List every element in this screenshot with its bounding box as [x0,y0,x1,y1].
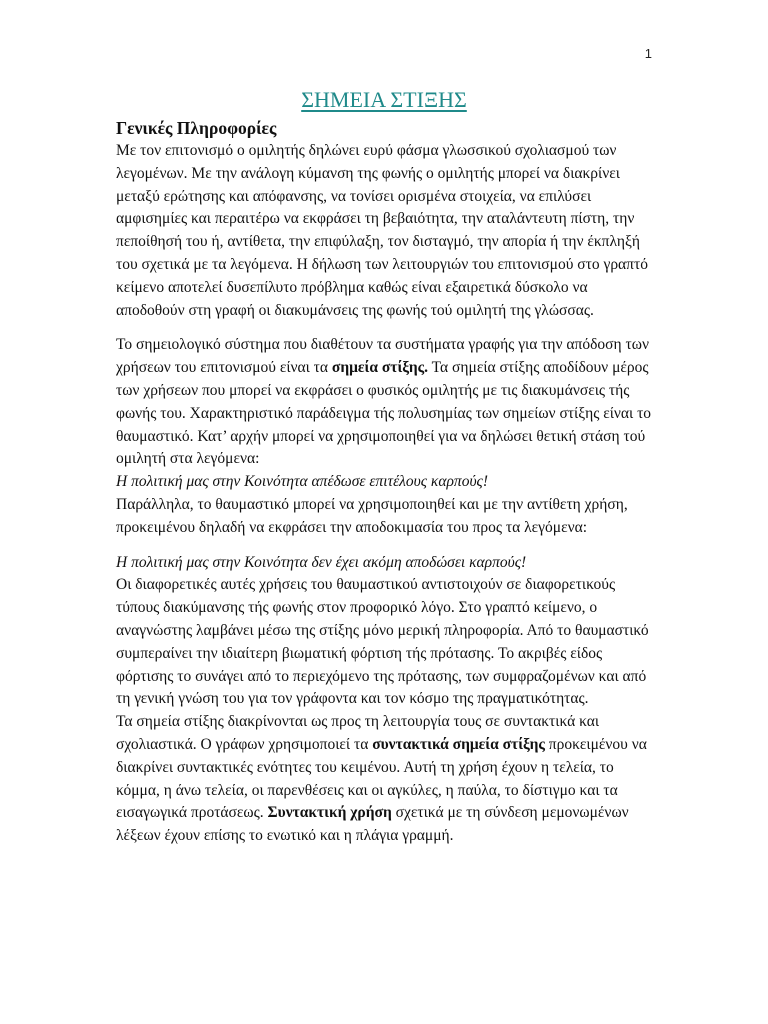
paragraph-text: Τα σημεία στίξης διακρίνονται ως προς τη λειτουργία τους σε συντακτικά και σχολιαστικά. Ο γράφων χρησιμοποιεί τα [116,713,600,753]
paragraph-text: Τα σημεία στίξης αποδίδουν μέρος των χρήσεων που μπορεί να εκφράσει ο φυσικός ομιλητής με τις διακυμάνσεις τής φωνής του. Χαρακτηριστικό παράδειγμα τής πολυσημίας των σημείων στίξης είναι το θαυμαστικό. Κατ’ αρχήν μπορεί να χρησιμοποιηθεί για να δηλώσει θετική στάση τού ομιλητή στα λεγόμενα: [116,359,652,468]
document-title: ΣΗΜΕΙΑ ΣΤΙΞΗΣ [301,87,467,112]
example-sentence-positive: Η πολιτική μας στην Κοινότητα απέδωσε επιτέλους καρπούς! [116,473,489,491]
bold-term-syntactic-use: Συντακτική χρήση [267,804,392,822]
bold-term-punctuation-marks: σημεία στίξης. [331,359,429,377]
paragraph-text: Το σημειολογικό σύστημα που διαθέτουν τα συστήματα γραφής για την απόδοση των χρήσεων του επιτονισμού είναι τα [116,336,649,377]
bold-term-syntactic-marks: συντακτικά σημεία στίξης [372,735,545,753]
paragraph-spacer [116,540,652,552]
paragraph-syntactic-marks [116,711,652,848]
document-body [116,86,652,848]
paragraph-opposite-use: Παράλληλα, το θαυμαστικό μπορεί να χρησιμοποιηθεί και με την αντίθετη χρήση, προκειμένου δηλαδή να εκφράσει την αποδοκιμασία του προς τα λεγόμενα: [116,495,628,536]
paragraph-text: σχετικά με τη σύνδεση μεμονωμένων λέξεων έχουν επίσης το ενωτικό και η πλάγια γραμμή. [116,804,629,845]
example-sentence-negative: Η πολιτική μας στην Κοινότητα δεν έχει ακόμη αποδώσει καρπούς! [116,553,527,571]
paragraph-spacer [116,322,652,334]
paragraph-text: προκειμένου να διακρίνει συντακτικές ενότητες του κειμένου. Αυτή τη χρήση έχουν η τελεία, το κόμμα, η άνω τελεία, οι παρενθέσεις και οι αγκύλες, η παύλα, το δίστιγμο και τα εισαγωγικά προτάσεως. [116,735,647,822]
paragraph-intro: Με τον επιτονισμό ο ομιλητής δηλώνει ευρύ φάσμα γλωσσικού σχολιασμού των λεγομένων. Με την ανάλογη κύμανση της φωνής ο ομιλητής μπορεί να διακρίνει μεταξύ ερώτησης και απόφανσης, να τονίσει ορισμένα στοιχεία, να επιλύσει αμφισημίες και περαιτέρω να εκφράσει τη βεβαιότητα, την αταλάντευτη πίστη, την πεποίθησή του ή, αντίθετα, την επιφύλαξη, τον δισταγμό, την απορία ή την έκπληξή του σχετικά με τα λεγόμενα. Η δήλωση των λειτουργιών του επιτονισμού στο γραπτό κείμενο αποτελεί δυσεπίλυτο πρόβλημα καθώς είναι εξαιρετικά δύσκολο να αποδοθούν στη γραφή οι διακυμάνσεις της φωνής τού ομιλητή της γλώσσας. [116,142,648,319]
section-heading: Γενικές Πληροφορίες [116,118,277,138]
page-number: 1 [644,46,652,61]
paragraph-voice-variation: Οι διαφορετικές αυτές χρήσεις του θαυμαστικού αντιστοιχούν σε διαφορετικούς τύπους διακύμανσης τής φωνής στον προφορικό λόγο. Στο γραπτό κείμενο, ο αναγνώστης λαμβάνει μέσω της στίξης μόνο μερική πληροφορία. Από το θαυμαστικό συμπεραίνει την ιδιαίτερη βιωματική φόρτιση τής πρότασης. Το ακριβές είδος φόρτισης το συνάγει από το περιεχόμενο της πρότασης, των συμφραζομένων και από τη γενική γνώση του για τον γράφοντα και τον κόσμο της πραγματικότητας. [116,576,649,708]
paragraph-punctuation-system [116,334,652,471]
